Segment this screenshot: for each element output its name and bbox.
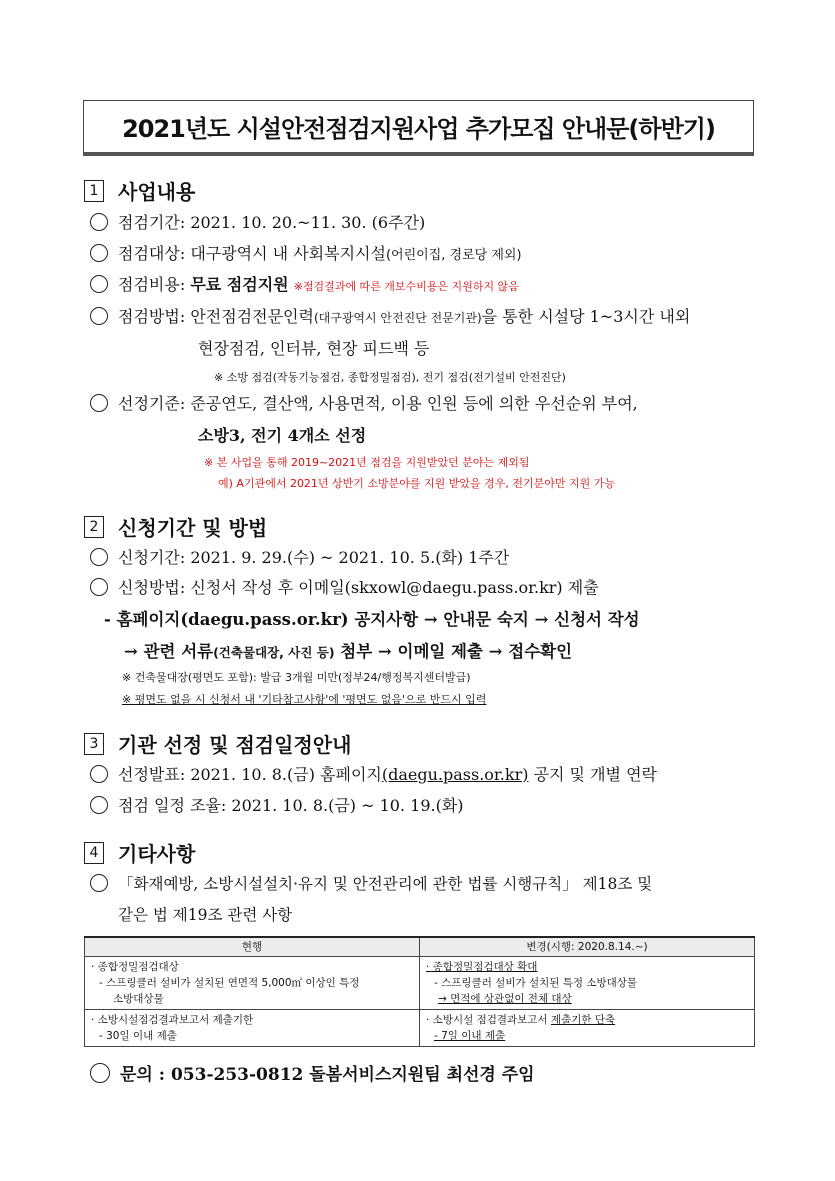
circle-bullet-icon xyxy=(90,874,108,892)
homepage-link[interactable]: (daegu.pass.or.kr) xyxy=(381,765,529,784)
inspection-cost: 점검비용: 무료 점검지원 ※점검결과에 따른 개보수비용은 지원하지 않음 xyxy=(90,272,519,295)
circle-bullet-icon xyxy=(90,765,108,783)
selection-announcement: 선정발표: 2021. 10. 8.(금) 홈페이지(daegu.pass.or.kr) 공지 및 개별 연락 xyxy=(90,762,657,785)
regulation-comparison-table xyxy=(84,936,755,1047)
section-3-heading xyxy=(84,729,351,758)
application-note2: ※ 평면도 없을 시 신청서 내 '기타참고사항'에 '평면도 없음'으로 반드시 입력 xyxy=(122,693,487,706)
table-cell: · 소방시설 점검결과보고서 제출기한 단축 - 7일 이내 제출 xyxy=(420,1010,755,1047)
contact-info: 문의 : 053-253-0812 돌봄서비스지원팀 최선경 주임 xyxy=(90,1060,535,1085)
section-number: 2 xyxy=(84,516,104,538)
circle-bullet-icon xyxy=(90,394,108,412)
application-flow-line1: - 홈페이지(daegu.pass.or.kr) 공지사항 → 안내문 숙지 → 신청서 작성 xyxy=(104,610,640,629)
circle-bullet-icon xyxy=(90,244,108,262)
section-number: 1 xyxy=(84,180,104,202)
section-number: 4 xyxy=(84,842,104,864)
inspection-target: 점검대상: 대구광역시 내 사회복지시설(어린이집, 경로당 제외) xyxy=(90,241,522,264)
selection-criteria-note2: 예) A기관에서 2021년 상반기 소방분야를 지원 받았을 경우, 전기분야만 지원 가능 xyxy=(218,477,616,490)
section-title: 신청기간 및 방법 xyxy=(118,516,268,540)
table-header-row xyxy=(85,937,755,957)
section-title: 기타사항 xyxy=(118,842,196,866)
table-cell: · 소방시설점검결과보고서 제출기한 - 30일 이내 제출 xyxy=(85,1010,420,1047)
selection-criteria-note1: ※ 본 사업을 통해 2019~2021년 점검을 지원받았던 분야는 제외됨 xyxy=(204,456,530,469)
inspection-method-line2: 현장점검, 인터뷰, 현장 피드백 등 xyxy=(198,339,430,358)
circle-bullet-icon xyxy=(90,548,108,566)
section-4-heading xyxy=(84,838,195,867)
application-period: 신청기간: 2021. 9. 29.(수) ~ 2021. 10. 5.(화) 1주간 xyxy=(90,545,509,568)
application-note1: ※ 건축물대장(평면도 포함): 발급 3개월 미만(정부24/행정복지센터발급) xyxy=(122,671,471,684)
section-number: 3 xyxy=(84,733,104,755)
column-header-current: 현행 xyxy=(85,937,420,957)
section-title: 기관 선정 및 점검일정안내 xyxy=(118,733,352,757)
section-2-heading xyxy=(84,512,267,541)
other-notes-line2: 같은 법 제19조 관련 사항 xyxy=(118,906,293,924)
application-method: 신청방법: 신청서 작성 후 이메일(skxowl@daegu.pass.or.kr) 제출 xyxy=(90,575,599,598)
circle-bullet-icon xyxy=(90,578,108,596)
circle-bullet-icon xyxy=(90,796,108,814)
table-cell: · 종합정밀점검대상 - 스프링클러 설비가 설치된 연면적 5,000㎡ 이상인 특정 소방대상물 xyxy=(85,957,420,1010)
circle-bullet-icon xyxy=(90,275,108,293)
column-header-changed: 변경(시행: 2020.8.14.~) xyxy=(420,937,755,957)
inspection-method: 점검방법: 안전점검전문인력(대구광역시 안전진단 전문기관)을 통한 시설당 1~3시간 내외 xyxy=(90,304,690,327)
selection-criteria: 선정기준: 준공연도, 결산액, 사용면적, 이용 인원 등에 의한 우선순위 부여, xyxy=(90,391,638,414)
inspection-method-note: ※ 소방 점검(작동기능점검, 종합정밀점검), 전기 점검(전기설비 안전진단) xyxy=(214,371,566,384)
table-cell: · 종합정밀점검대상 확대 - 스프링클러 설비가 설치된 특정 소방대상물 → 면적에 상관없이 전체 대상 xyxy=(420,957,755,1010)
section-1-heading xyxy=(84,176,195,205)
circle-bullet-icon xyxy=(90,307,108,325)
inspection-period: 점검기간: 2021. 10. 20.~11. 30. (6주간) xyxy=(90,210,425,233)
table-row xyxy=(85,957,755,1010)
inspection-schedule: 점검 일정 조율: 2021. 10. 8.(금) ~ 10. 19.(화) xyxy=(90,793,464,816)
application-flow-line2: → 관련 서류(건축물대장, 사진 등) 첨부 → 이메일 제출 → 접수확인 xyxy=(124,642,573,661)
section-title: 사업내용 xyxy=(118,180,196,204)
table-row xyxy=(85,1010,755,1047)
selection-criteria-line2: 소방3, 전기 4개소 선정 xyxy=(198,426,367,445)
other-notes-line1: 「화재예방, 소방시설설치·유지 및 안전관리에 관한 법률 시행규칙」 제18조 및 xyxy=(90,872,652,894)
circle-bullet-icon xyxy=(90,213,108,231)
circle-bullet-icon xyxy=(90,1063,110,1083)
page-title: 2021년도 시설안전점검지원사업 추가모집 안내문(하반기) xyxy=(83,100,754,156)
